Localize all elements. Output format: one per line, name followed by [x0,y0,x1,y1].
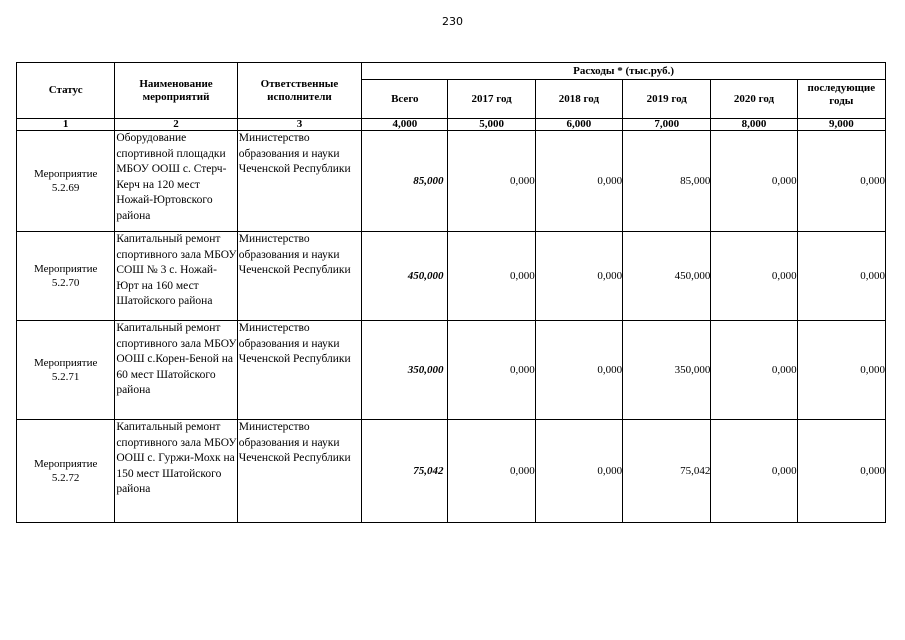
header-expenses: Расходы * (тыс.руб.) [362,63,886,80]
executor-cell [237,232,361,321]
table-row [17,420,886,523]
column-number: 6,000 [535,119,622,131]
status-code: 5.2.69 [51,182,80,194]
activity-name: Оборудование спортивной площадки МБОУ ООШ с. Стерч-Керч на 120 мест Ножай-Юртовского района [116,132,227,222]
value-2020: 0,000 [711,232,797,321]
table-row [17,232,886,321]
column-number: 2 [115,119,237,131]
value-2018: 0,000 [535,321,622,420]
status-label: Мероприятие [33,357,98,369]
table-row [17,321,886,420]
status-cell [17,420,115,523]
total-value: 350,000 [362,321,448,420]
value-2020: 0,000 [711,131,797,232]
column-number: 4,000 [362,119,448,131]
value-subsequent: 0,000 [797,321,885,420]
activity-name-cell [115,420,237,523]
value-2017: 0,000 [448,420,535,523]
column-number: 3 [237,119,361,131]
status-label: Мероприятие [33,263,98,275]
executor-cell [237,420,361,523]
value-2017: 0,000 [448,131,535,232]
value-subsequent: 0,000 [797,131,885,232]
header-2017: 2017 год [448,80,535,119]
activity-name: Капитальный ремонт спортивного зала МБОУ СОШ № 3 с. Ножай-Юрт на 160 мест Шатойского района [116,233,237,307]
executor-cell [237,131,361,232]
page-number: 230 [442,15,463,28]
value-2020: 0,000 [711,321,797,420]
status-cell [17,131,115,232]
status-code: 5.2.70 [51,277,80,289]
total-value: 85,000 [362,131,448,232]
value-2019: 450,000 [623,232,711,321]
header-2018: 2018 год [535,80,622,119]
value-2020: 0,000 [711,420,797,523]
activity-name: Капитальный ремонт спортивного зала МБОУ ООШ с. Гуржи-Мохк на 150 мест Шатойского района [116,421,237,495]
activity-name: Капитальный ремонт спортивного зала МБОУ ООШ с.Корен-Беной на 60 мест Шатойского района [116,322,237,396]
total-value: 450,000 [362,232,448,321]
value-2019: 85,000 [623,131,711,232]
header-2019: 2019 год [623,80,711,119]
executor: Министерство образования и науки Чеченской Республики [238,132,351,175]
total-value: 75,042 [362,420,448,523]
value-2018: 0,000 [535,420,622,523]
executor: Министерство образования и науки Чеченской Республики [238,421,351,464]
column-number: 1 [17,119,115,131]
value-2017: 0,000 [448,321,535,420]
status-code: 5.2.71 [51,371,80,383]
header-subsequent-label: последующие годы [807,82,876,107]
activity-name-cell [115,131,237,232]
column-number: 9,000 [797,119,885,131]
value-2019: 350,000 [623,321,711,420]
header-executors: Ответственные исполнители [237,63,361,119]
value-2018: 0,000 [535,232,622,321]
value-2017: 0,000 [448,232,535,321]
header-2020: 2020 год [711,80,797,119]
executor: Министерство образования и науки Чеченской Республики [238,322,351,365]
column-number: 8,000 [711,119,797,131]
status-cell [17,232,115,321]
header-status: Статус [17,63,115,119]
activity-name-cell [115,232,237,321]
budget-table [16,62,886,523]
status-label: Мероприятие [33,168,98,180]
column-number: 5,000 [448,119,535,131]
executor: Министерство образования и науки Чеченской Республики [238,233,351,276]
executor-cell [237,321,361,420]
status-label: Мероприятие [33,458,98,470]
value-2019: 75,042 [623,420,711,523]
table-row [17,131,886,232]
header-subsequent [797,80,885,119]
status-cell [17,321,115,420]
value-subsequent: 0,000 [797,420,885,523]
value-subsequent: 0,000 [797,232,885,321]
value-2018: 0,000 [535,131,622,232]
status-code: 5.2.72 [51,472,80,484]
activity-name-cell [115,321,237,420]
header-total: Всего [362,80,448,119]
column-number: 7,000 [623,119,711,131]
header-name: Наименование мероприятий [115,63,237,119]
